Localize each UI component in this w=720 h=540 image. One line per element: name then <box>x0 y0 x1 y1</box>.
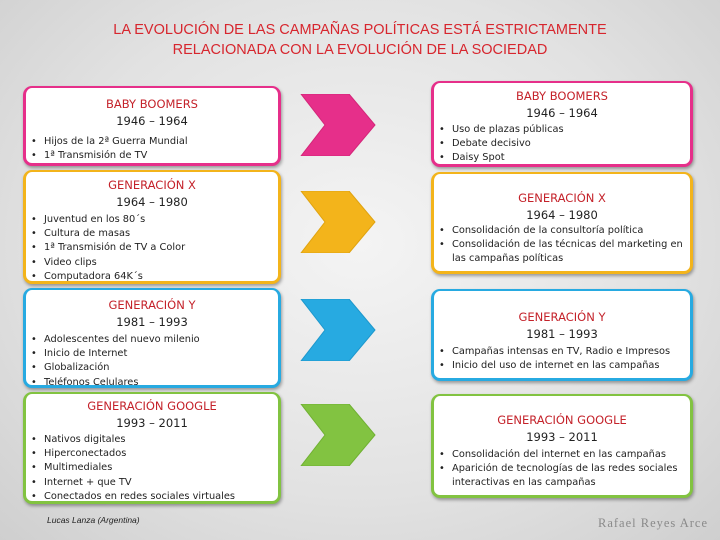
arrow-right-icon <box>297 94 377 156</box>
arrow-right-icon <box>297 299 377 361</box>
card-list <box>434 345 690 373</box>
slide-title <box>60 20 660 60</box>
card-heading: BABY BOOMERS <box>516 89 608 103</box>
list-item: • 1ª Transmisión de TV a Color <box>26 241 278 255</box>
card-list <box>26 433 278 504</box>
list-item: • Video clips <box>26 256 278 270</box>
list-item: • Daisy Spot <box>434 151 690 165</box>
list-item: • Computadora 64K´s <box>26 270 278 284</box>
card-heading: GENERACIÓN X <box>108 178 196 192</box>
card-years: 1964 – 1980 <box>526 208 598 222</box>
list-item: • Inicio del uso de internet en las campañas <box>434 359 690 373</box>
author-credit: Lucas Lanza (Argentina) <box>47 515 140 525</box>
card-heading: BABY BOOMERS <box>106 97 198 111</box>
card-list <box>434 123 690 166</box>
card-generacion-x-campaigns <box>431 172 693 274</box>
list-item: • Globalización <box>26 361 278 375</box>
list-item: • Consolidación de la consultoría política <box>434 224 684 238</box>
list-item: • Nativos digitales <box>26 433 278 447</box>
list-item: • Hiperconectados <box>26 447 278 461</box>
card-generacion-y-campaigns <box>431 289 693 381</box>
card-years: 1981 – 1993 <box>526 327 598 341</box>
card-list <box>434 224 690 267</box>
list-item: • Juventud en los 80´s <box>26 213 278 227</box>
arrow-right-icon <box>297 191 377 253</box>
card-list <box>26 333 278 390</box>
list-item: • Cultura de masas <box>26 227 278 241</box>
card-heading: GENERACIÓN X <box>518 191 606 205</box>
card-list <box>26 135 278 163</box>
slide-title-line-2: RELACIONADA CON LA EVOLUCIÓN DE LA SOCIEDAD <box>172 42 548 58</box>
card-years: 1993 – 2011 <box>526 430 598 444</box>
list-item: • Teléfonos Celulares <box>26 376 278 390</box>
card-years: 1946 – 1964 <box>526 106 598 120</box>
card-years: 1964 – 1980 <box>116 195 188 209</box>
list-item: • Uso de plazas públicas <box>434 123 690 137</box>
list-item: • Conectados en redes sociales virtuales <box>26 490 278 504</box>
card-years: 1993 – 2011 <box>116 416 188 430</box>
card-list <box>434 448 690 491</box>
list-item: • Aparición de tecnologías de las redes sociales interactivas en las campañas <box>434 462 684 490</box>
list-item: • Consolidación de las técnicas del marketing en las campañas políticas <box>434 238 684 266</box>
card-heading: GENERACIÓN Y <box>518 310 606 324</box>
card-baby-boomers-campaigns <box>431 81 693 167</box>
list-item: • Multimediales <box>26 461 278 475</box>
card-generacion-x-society <box>23 170 281 284</box>
list-item: • Debate decisivo <box>434 137 690 151</box>
list-item: • Adolescentes del nuevo milenio <box>26 333 278 347</box>
card-heading: GENERACIÓN Y <box>108 298 196 312</box>
card-heading: GENERACIÓN GOOGLE <box>87 399 217 413</box>
list-item: • Internet + que TV <box>26 476 278 490</box>
arrow-right-icon <box>297 404 377 466</box>
list-item: • Consolidación del internet en las campañas <box>434 448 684 462</box>
card-baby-boomers-society <box>23 86 281 166</box>
list-item: • Hijos de la 2ª Guerra Mundial <box>26 135 278 149</box>
card-generacion-y-society <box>23 288 281 388</box>
card-years: 1946 – 1964 <box>116 114 188 128</box>
list-item: • Campañas intensas en TV, Radio e Impresos <box>434 345 690 359</box>
card-generacion-google-society <box>23 392 281 504</box>
card-list <box>26 213 278 284</box>
list-item: • Inicio de Internet <box>26 347 278 361</box>
card-years: 1981 – 1993 <box>116 315 188 329</box>
slide-title-line-1: LA EVOLUCIÓN DE LAS CAMPAÑAS POLÍTICAS ESTÁ ESTRICTAMENTE <box>113 22 607 38</box>
brand-signature: Rafael Reyes Arce <box>598 516 709 530</box>
card-heading: GENERACIÓN GOOGLE <box>497 413 627 427</box>
list-item: • 1ª Transmisión de TV <box>26 149 278 163</box>
card-generacion-google-campaigns <box>431 394 693 498</box>
